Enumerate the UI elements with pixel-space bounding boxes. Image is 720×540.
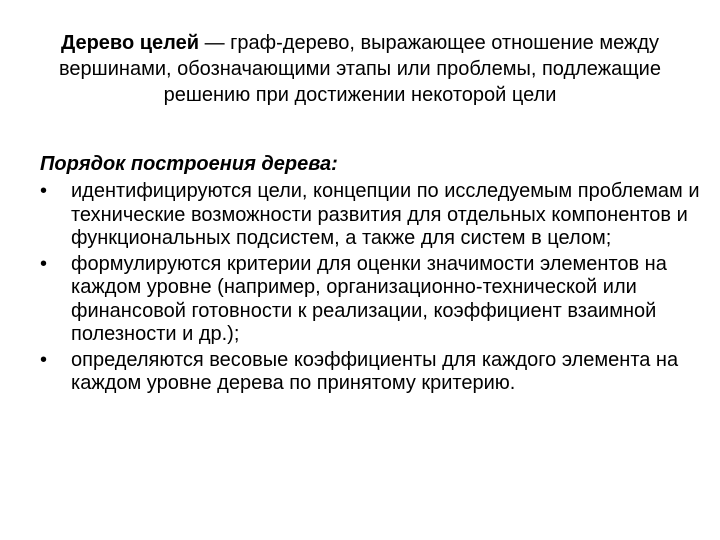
procedure-section	[40, 152, 700, 398]
list-item	[40, 253, 700, 347]
bullet-icon: •	[40, 348, 48, 371]
bullet-icon: •	[40, 252, 48, 275]
list-item	[40, 349, 700, 396]
bullet-list	[40, 180, 700, 396]
list-item-text: идентифицируются цели, концепции по исследуемым проблемам и технические возможности развития для отдельных компонентов и функциональных подсистем, а также для систем в целом;	[71, 180, 700, 249]
definition-term: Дерево целей	[60, 32, 200, 54]
list-item	[40, 180, 700, 251]
list-item-text: формулируются критерии для оценки значимости элементов на каждом уровне (например, организационно-технической или финансовой готовности к реализации, коэффициент взаимной полезности и др.);	[71, 252, 667, 345]
list-item-text: определяются весовые коэффициенты для каждого элемента на каждом уровне дерева по принятому критерию.	[71, 348, 679, 394]
definition-paragraph	[30, 30, 690, 108]
section-title: Порядок построения дерева:	[40, 153, 338, 175]
definition-text: — граф-дерево, выражающее отношение между вершинами, обозначающими этапы или проблемы, подлежащие решению при достижении некоторой цели	[59, 32, 661, 106]
bullet-icon: •	[40, 180, 48, 202]
